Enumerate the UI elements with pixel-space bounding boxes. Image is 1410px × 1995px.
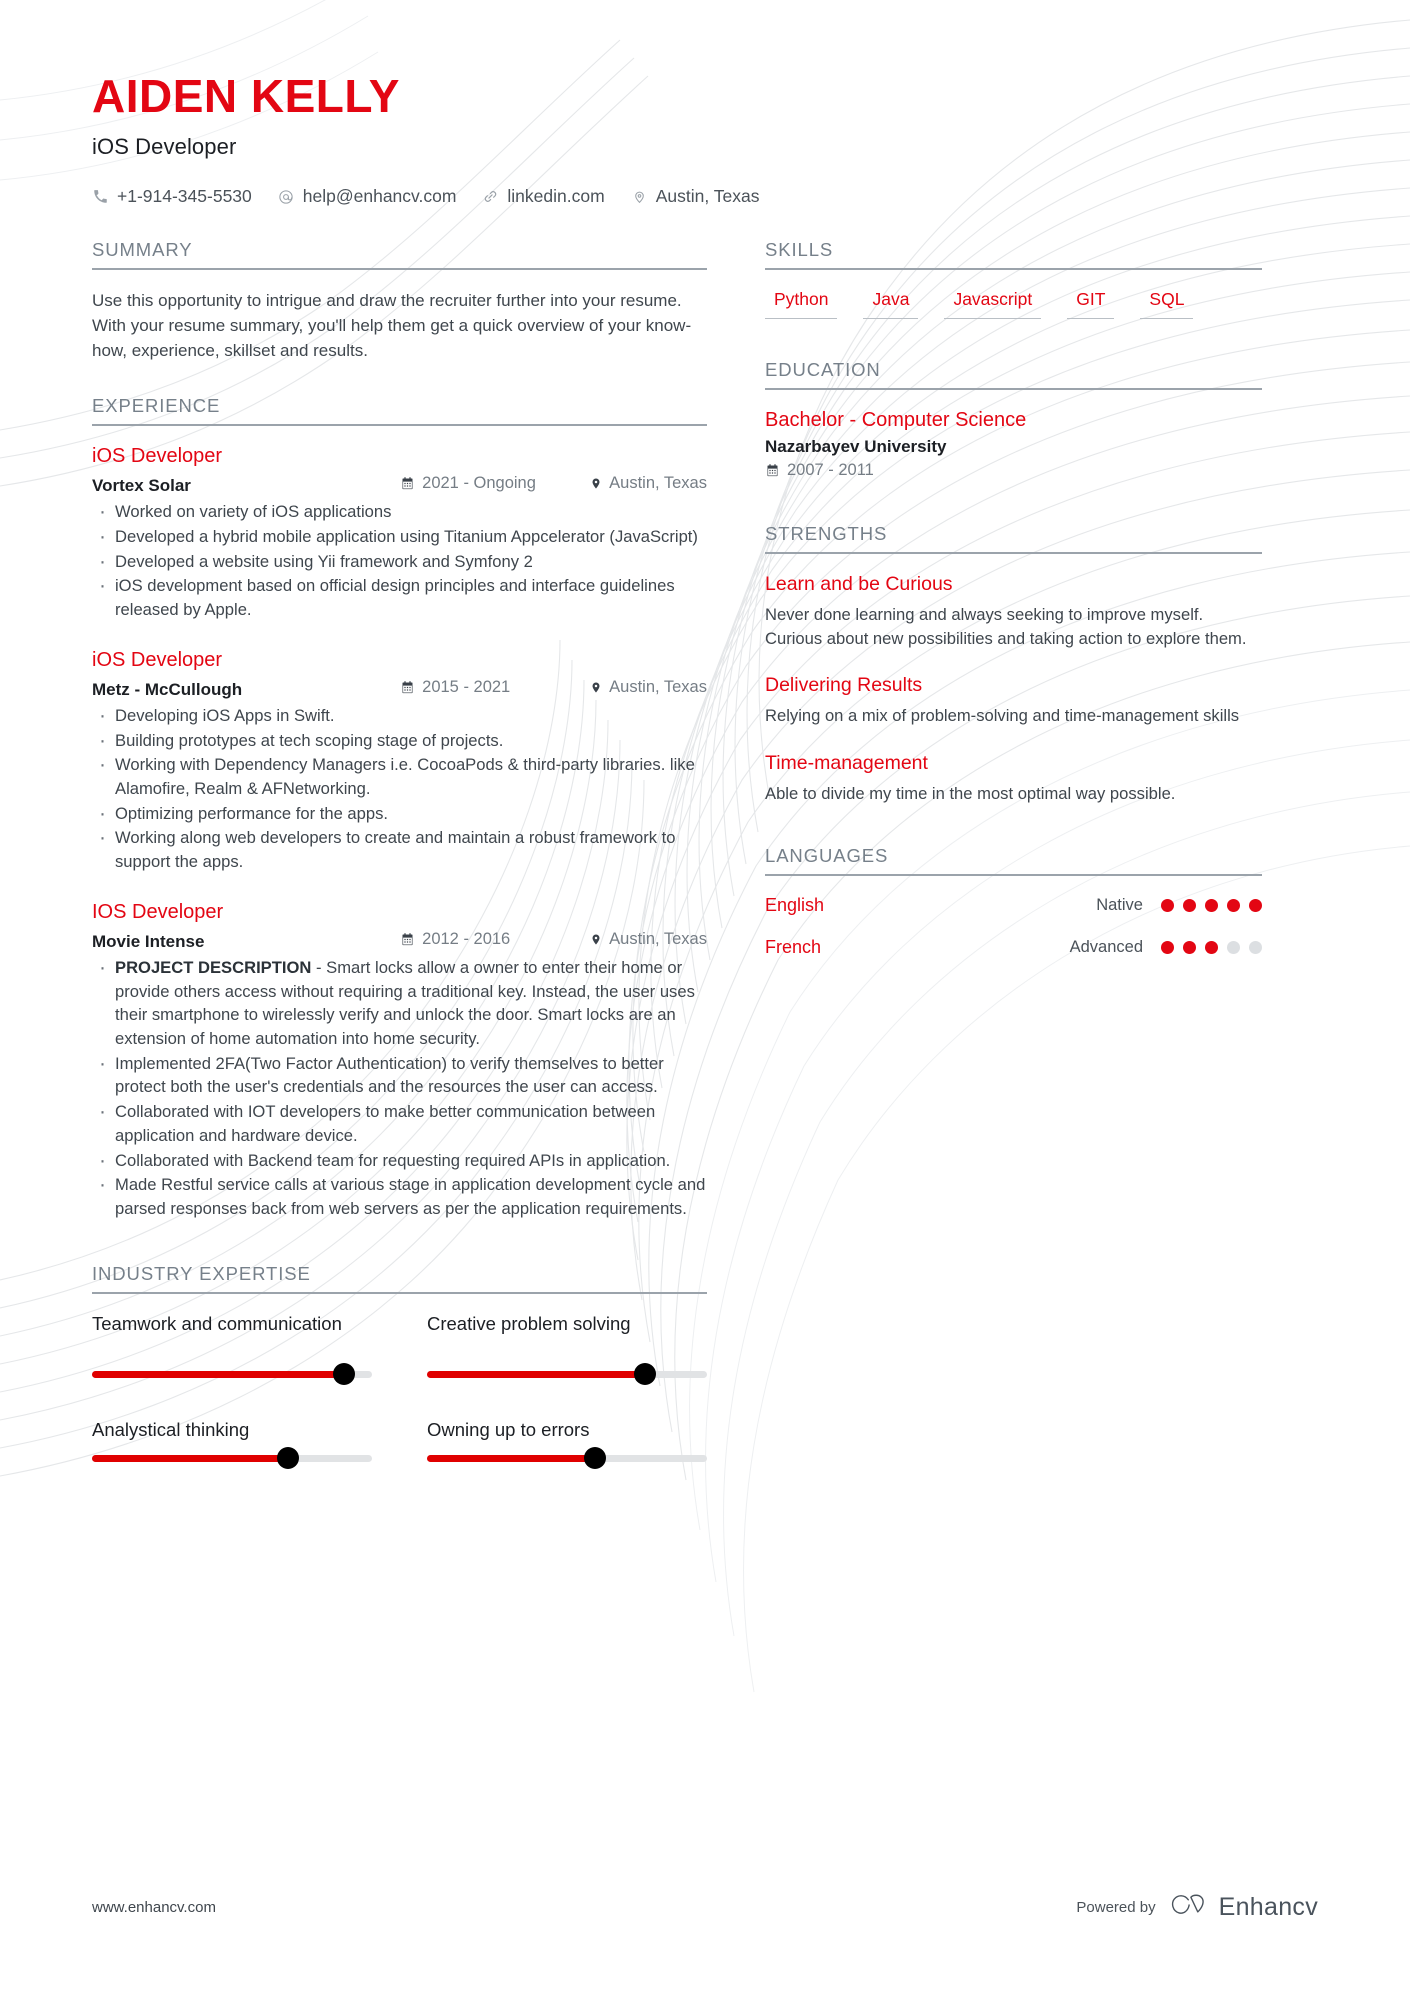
expertise-slider[interactable] [92, 1447, 372, 1469]
bullet-item: · Implemented 2FA(Two Factor Authentication) to verify themselves to better protect both the user's credentials and the resources the user can access. [92, 1052, 707, 1099]
education-degree: Bachelor - Computer Science [765, 409, 1027, 432]
language-item [765, 895, 1262, 916]
bullet-item: · Worked on variety of iOS applications [92, 500, 707, 524]
experience-bullets [92, 956, 707, 1221]
expertise-slider[interactable] [427, 1447, 707, 1469]
experience-company: Vortex Solar [92, 476, 191, 496]
bullet-item: · Optimizing performance for the apps. [92, 802, 707, 826]
experience-entry [92, 901, 707, 1221]
section-heading-summary: SUMMARY [92, 239, 707, 270]
language-level: Native [1096, 896, 1143, 915]
resume-columns [92, 239, 1318, 1474]
rating-dot [1249, 941, 1262, 954]
link-icon [482, 188, 499, 206]
rating-dot [1249, 899, 1262, 912]
section-heading-industry-expertise: INDUSTRY EXPERTISE [92, 1263, 707, 1294]
slider-fill [92, 1371, 344, 1378]
expertise-label: Owning up to errors [427, 1418, 590, 1440]
rating-dot [1227, 899, 1240, 912]
bullet-item: · iOS development based on official design principles and interface guidelines released by Apple. [92, 574, 707, 621]
experience-date-text: 2021 - Ongoing [422, 474, 536, 493]
contact-phone[interactable] [92, 186, 252, 207]
section-strengths [765, 523, 1262, 805]
experience-meta [92, 474, 707, 496]
slider-knob[interactable] [333, 1363, 355, 1385]
experience-entry [92, 649, 707, 874]
expertise-item [92, 1419, 372, 1469]
slider-fill [92, 1455, 288, 1462]
experience-bullets [92, 500, 707, 622]
experience-date-text: 2012 - 2016 [422, 929, 511, 948]
experience-bullets [92, 704, 707, 874]
bullet-item: · Made Restful service calls at various stage in application development cycle and parsed responses back from web servers as per the application requirements. [92, 1173, 707, 1220]
calendar-icon [765, 463, 780, 478]
contact-link-text: linkedin.com [507, 186, 605, 207]
expertise-item [427, 1313, 707, 1385]
contact-phone-text: +1-914-345-5530 [117, 186, 252, 207]
calendar-icon [400, 476, 415, 491]
language-level: Advanced [1069, 938, 1143, 957]
bullet-rest: - Smart locks allow a owner to enter their home or provide others access without requiring a traditional key. Instead, the user uses their smartphone to wirelessly verify and unlock the door. Smart locks are an extension of home automation into home security. [115, 957, 695, 1049]
education-date-text: 2007 - 2011 [787, 461, 874, 480]
education-school: Nazarbayev University [765, 437, 947, 457]
expertise-label: Teamwork and communication [92, 1312, 342, 1334]
skill-tag-list [765, 289, 1262, 319]
bullet-item: · Building prototypes at tech scoping stage of projects. [92, 729, 707, 753]
experience-meta [92, 930, 707, 952]
page-title: AIDEN KELLY [92, 70, 400, 122]
resume-header [92, 0, 1318, 207]
expertise-label: Analystical thinking [92, 1418, 250, 1440]
rating-dot [1183, 941, 1196, 954]
expertise-grid [92, 1313, 707, 1469]
summary-text: Use this opportunity to intrigue and draw the recruiter further into your resume. With your resume summary, you'll help them get a quick overview of your know-how, experience, skillset and results. [92, 291, 692, 361]
language-item [765, 937, 1262, 958]
bullet-lead: PROJECT DESCRIPTION [115, 957, 312, 977]
rating-dot [1161, 941, 1174, 954]
strength-description: Never done learning and always seeking to improve myself. Curious about new possibilities and taking action to explore them. [765, 605, 1247, 648]
strength-title: Learn and be Curious [765, 573, 953, 596]
left-column [92, 239, 707, 1474]
language-name: English [765, 895, 825, 916]
expertise-label: Creative problem solving [427, 1312, 631, 1334]
expertise-slider[interactable] [427, 1363, 707, 1385]
language-rating-dots [1161, 899, 1262, 912]
strength-description: Able to divide my time in the most optimal way possible. [765, 783, 1176, 803]
expertise-slider[interactable] [92, 1363, 372, 1385]
contact-location[interactable] [631, 186, 760, 207]
expertise-item [427, 1419, 707, 1469]
slider-fill [427, 1371, 645, 1378]
bullet-item: · Developing iOS Apps in Swift. [92, 704, 707, 728]
experience-location [590, 930, 707, 949]
enhancv-brand[interactable] [1170, 1892, 1318, 1923]
experience-role: IOS Developer [92, 900, 224, 923]
slider-fill [427, 1455, 595, 1462]
footer-url[interactable]: www.enhancv.com [92, 1899, 216, 1916]
section-skills [765, 239, 1262, 319]
strength-item [765, 674, 1262, 728]
strength-item [765, 573, 1262, 650]
education-entry [765, 409, 1262, 483]
enhancv-brand-name: Enhancv [1218, 1893, 1318, 1921]
job-title: iOS Developer [92, 134, 237, 160]
experience-company: Metz - McCullough [92, 679, 243, 699]
footer [92, 1892, 1318, 1923]
contact-row [92, 186, 1318, 207]
calendar-icon [400, 932, 415, 947]
experience-location-text: Austin, Texas [609, 929, 707, 948]
education-date [765, 461, 874, 480]
rating-dot [1183, 899, 1196, 912]
right-column [765, 239, 1262, 964]
slider-knob[interactable] [277, 1447, 299, 1469]
skill-tag[interactable]: Javascript [944, 289, 1041, 319]
section-summary [92, 239, 707, 364]
enhancv-logo-icon [1170, 1892, 1210, 1923]
slider-knob[interactable] [584, 1447, 606, 1469]
contact-email-text: help@enhancv.com [302, 186, 457, 207]
language-name: French [765, 937, 822, 958]
bullet-item: · Collaborated with Backend team for requesting required APIs in application. [92, 1149, 707, 1173]
experience-location-text: Austin, Texas [609, 474, 707, 493]
bullet-item: · Developed a website using Yii framework and Symfony 2 [92, 550, 707, 574]
bullet-item: · Developed a hybrid mobile application using Titanium Appcelerator (JavaScript) [92, 525, 707, 549]
powered-by-label: Powered by [1076, 1899, 1156, 1916]
contact-email[interactable] [278, 186, 457, 207]
section-heading-languages: LANGUAGES [765, 845, 1262, 876]
phone-icon [92, 188, 109, 206]
skill-tag[interactable]: Python [765, 289, 837, 319]
bullet-item: · Working with Dependency Managers i.e. CocoaPods & third-party libraries. like Alamofire, Realm & AFNetworking. [92, 753, 707, 800]
location-icon [590, 932, 602, 947]
section-heading-experience: EXPERIENCE [92, 395, 707, 426]
experience-location [590, 678, 707, 697]
experience-company: Movie Intense [92, 931, 205, 951]
location-icon [590, 680, 602, 695]
section-languages [765, 845, 1262, 958]
experience-location-text: Austin, Texas [609, 677, 707, 696]
section-heading-strengths: STRENGTHS [765, 523, 1262, 554]
language-rating-dots [1161, 941, 1262, 954]
contact-link[interactable] [482, 186, 604, 207]
skill-tag[interactable]: GIT [1067, 289, 1114, 319]
rating-dot [1227, 941, 1240, 954]
rating-dot [1205, 899, 1218, 912]
experience-date-text: 2015 - 2021 [422, 677, 511, 696]
rating-dot [1161, 899, 1174, 912]
contact-location-text: Austin, Texas [655, 186, 760, 207]
strength-title: Time-management [765, 751, 928, 774]
experience-role: iOS Developer [92, 445, 223, 468]
rating-dot [1205, 941, 1218, 954]
section-heading-education: EDUCATION [765, 359, 1262, 390]
bullet-item: · Working along web developers to create and maintain a robust framework to support the apps. [92, 826, 707, 873]
section-heading-skills: SKILLS [765, 239, 1262, 270]
strength-title: Delivering Results [765, 674, 923, 697]
section-education [765, 359, 1262, 483]
bullet-item: · Collaborated with IOT developers to make better communication between application and hardware device. [92, 1100, 707, 1147]
section-experience [92, 395, 707, 1221]
experience-date [400, 678, 568, 697]
calendar-icon [400, 680, 415, 695]
strength-item [765, 752, 1262, 806]
powered-by-block [1076, 1892, 1318, 1923]
experience-date [400, 474, 568, 493]
location-icon [590, 476, 602, 491]
skill-tag[interactable]: SQL [1140, 289, 1193, 319]
skill-tag[interactable]: Java [863, 289, 918, 319]
experience-meta [92, 678, 707, 700]
email-icon [278, 188, 295, 206]
strength-description: Relying on a mix of problem-solving and time-management skills [765, 706, 1240, 726]
slider-knob[interactable] [634, 1363, 656, 1385]
experience-role: iOS Developer [92, 648, 223, 671]
location-icon [631, 188, 648, 206]
experience-location [590, 474, 707, 493]
experience-entry [92, 445, 707, 622]
expertise-item [92, 1313, 372, 1385]
bullet-item [92, 956, 707, 1051]
section-industry-expertise [92, 1263, 707, 1469]
experience-date [400, 930, 568, 949]
